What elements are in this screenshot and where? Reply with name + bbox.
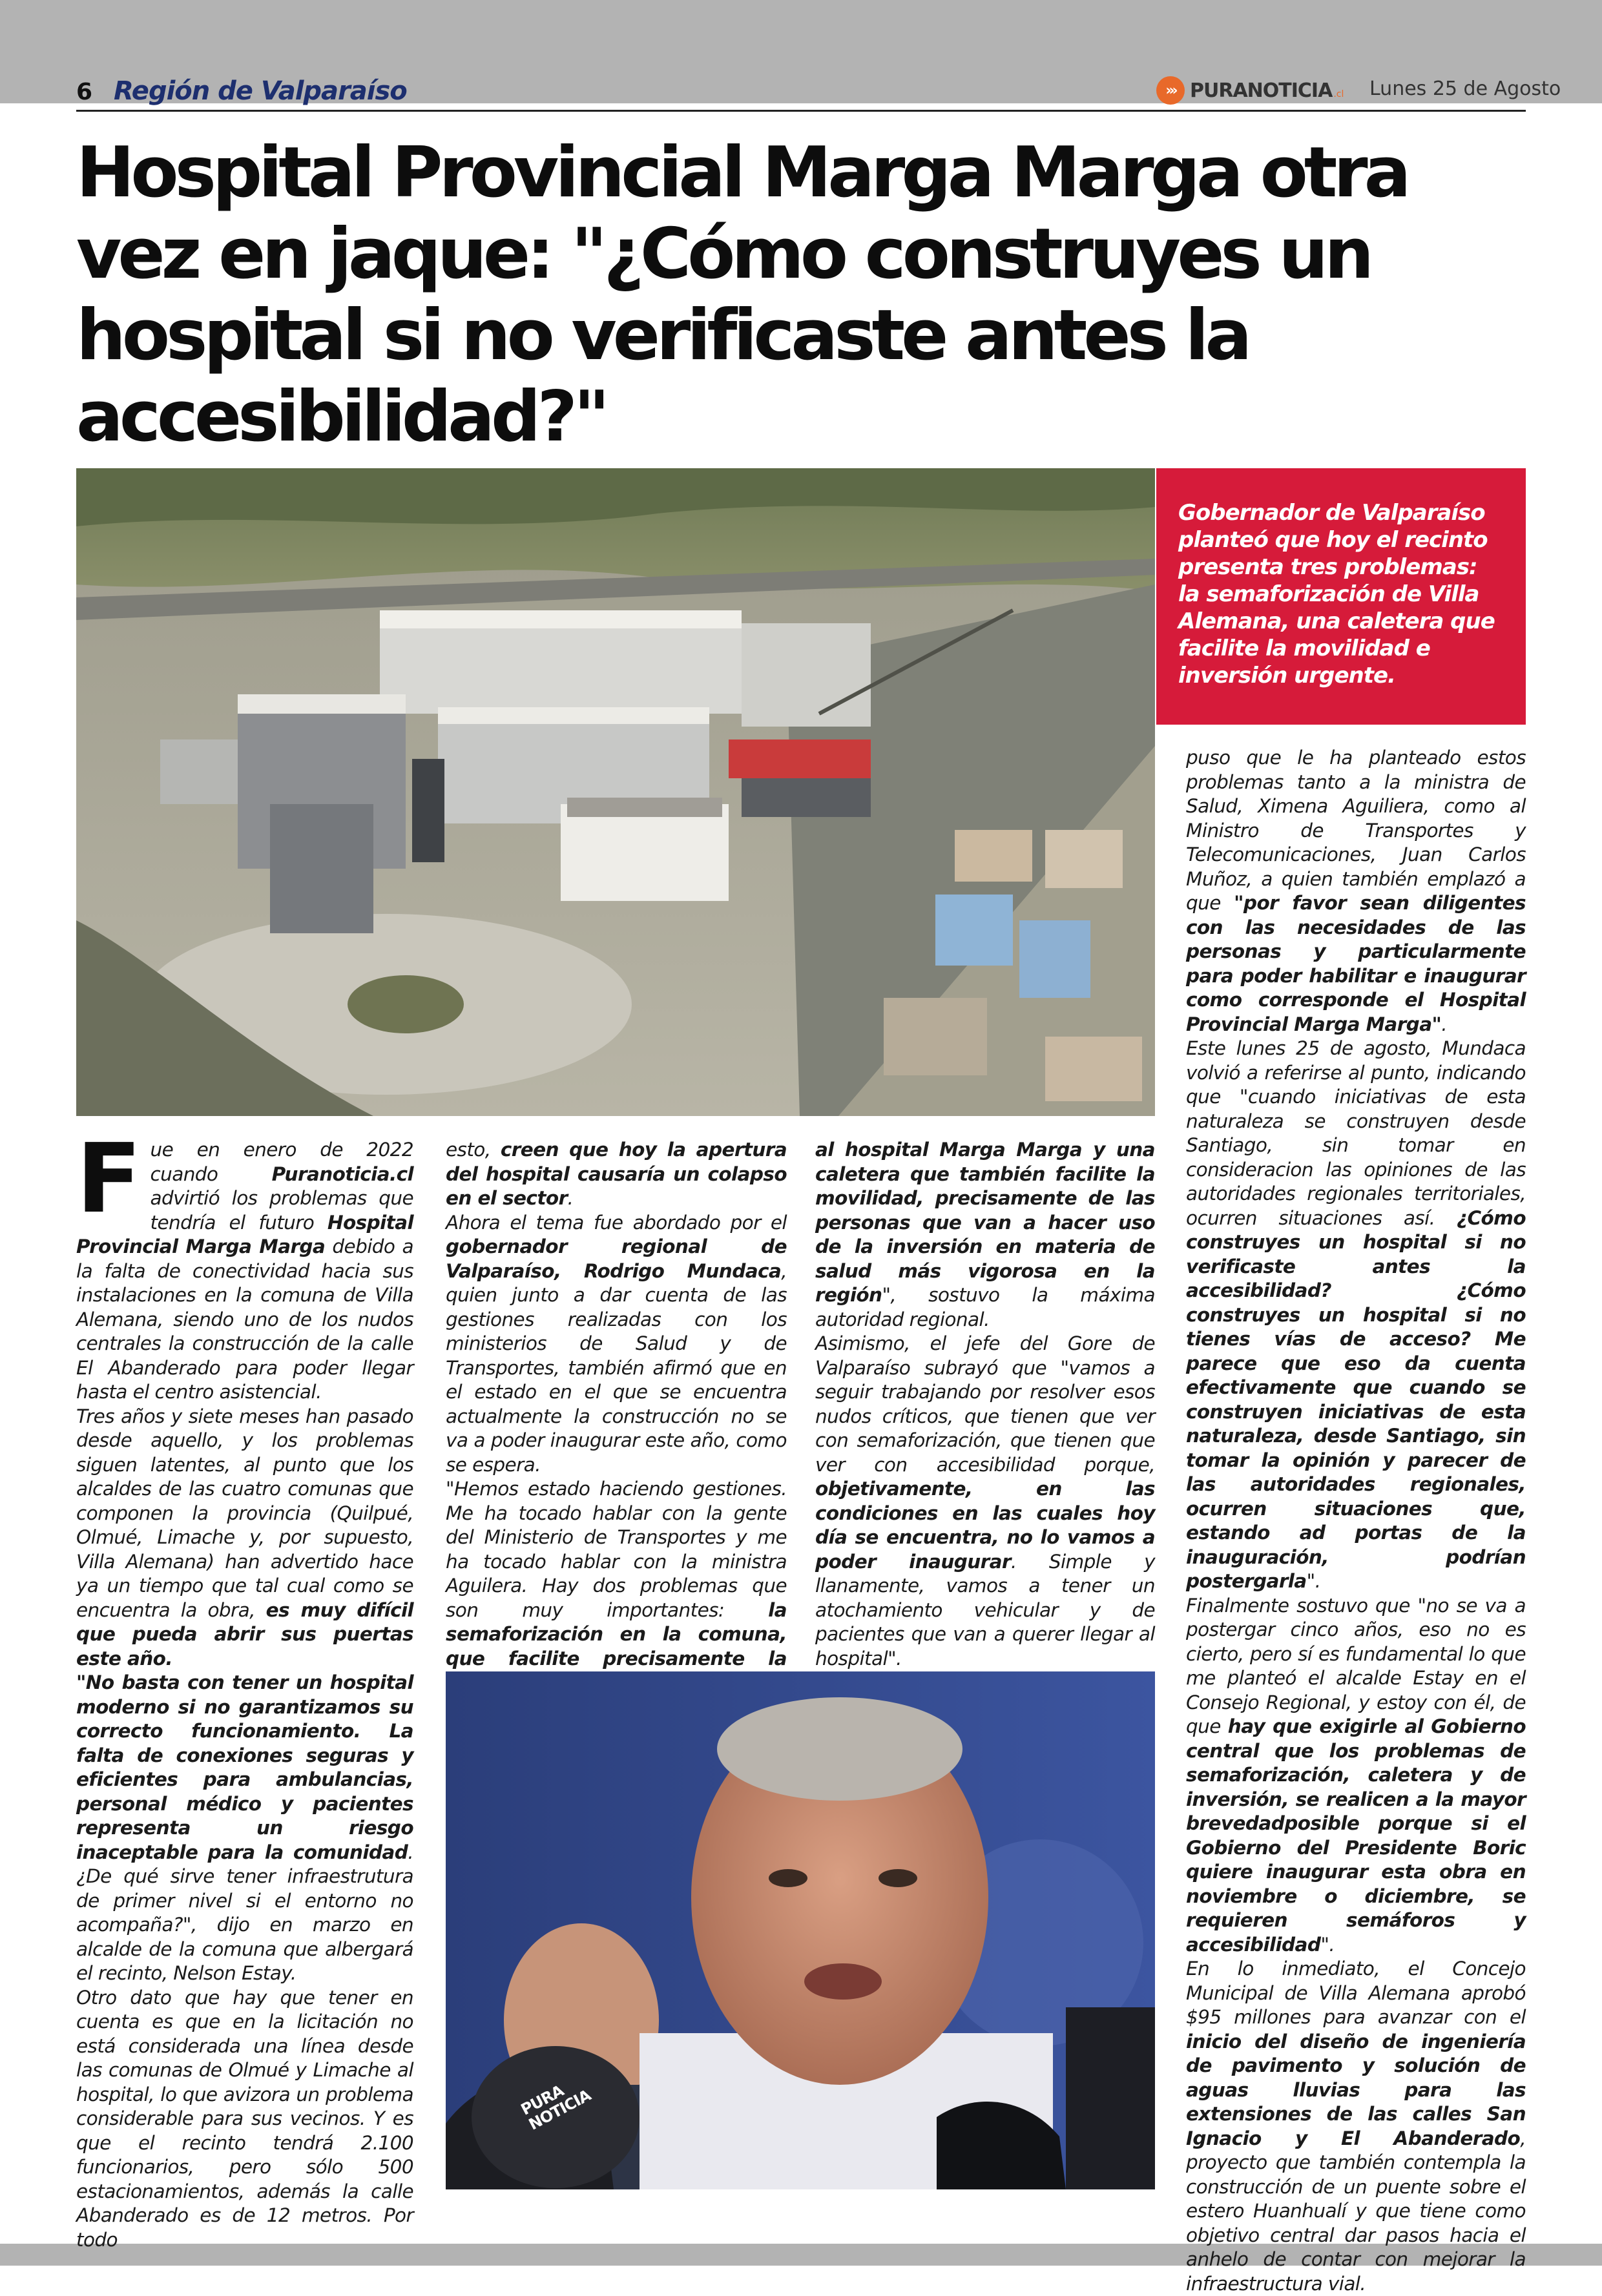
bold-text-run: gobernador regional de Valparaíso, Rodrigo Mundaca: [446, 1236, 787, 1282]
text-run: "Hemos estado haciendo gestiones. Me ha tocado hablar con la gente del Ministerio de Transportes y me ha tocado hablar con la ministra Aguilera. Hay dos problemas que son muy importantes:: [446, 1478, 787, 1621]
microphone-logo: PURA NOTICIA: [517, 2082, 594, 2134]
text-run: ".: [1306, 1570, 1321, 1592]
callout-box: [1156, 468, 1526, 725]
text-run: esto,: [446, 1139, 501, 1161]
text-run: puso que le ha planteado estos problemas tanto a la ministra de Salud, Ximena Aguiliera, como al Ministro de Transportes y Telecomunicaciones, Juan Carlos Muñoz, a quien también emplazó a que: [1186, 747, 1526, 914]
article-paragraph: [1186, 1594, 1526, 1958]
bold-text-run: Hospital Provincial Marga Marga: [76, 1211, 413, 1257]
logo-chevrons-icon: ›››: [1156, 76, 1185, 105]
bold-text-run: la semaforización en la comuna, que facilite precisamente la: [446, 1598, 787, 1670]
article-paragraph: [76, 1405, 413, 1671]
bold-text-run: objetivamente, en las condiciones en las cuales hoy día se encuentra, no lo vamos a poder inaugurar: [815, 1478, 1155, 1573]
governor-press-photo: [446, 1671, 1155, 2189]
header-divider: [76, 110, 1526, 112]
text-run: . Simple y llanamente, vamos a tener un atochamiento vehicular y de pacientes que van a querer llegar al hospital".: [815, 1550, 1155, 1670]
bold-text-run: ¿Cómo construyes un hospital si no verificaste antes la accesibilidad? ¿Cómo construyes un hospital si no tienes vías de acceso? Me parece que eso da cuenta efectivamente que cuando se construyen iniciativas de esta naturaleza, desde Santiago, sin tomar la opinión y parecer de las autoridades regionales, ocurren situaciones que, estando ad portas de la inauguración, podrían postergarla: [1186, 1206, 1526, 1592]
bold-text-run: Puranoticia.cl: [271, 1163, 413, 1185]
section-title: Región de Valparaíso: [114, 76, 407, 106]
bold-text-run: "No basta con tener un hospital moderno si no garantizamos su correcto funcionamiento. La falta de conexiones seguras y eficientes para ambulancias, personal médico y pacientes representa un riesgo inaceptable para la comunidad: [76, 1671, 413, 1863]
publication-logo: [1156, 75, 1344, 106]
callout-text: Gobernador de Valparaíso planteó que hoy el recinto presenta tres problemas: la semaforización de Villa Alemana, una caletera que facilite la movilidad e inversión urgente.: [1178, 500, 1495, 688]
text-run: En lo inmediato, el Concejo Municipal de Villa Alemana aprobó $95 millones para avanzar con el: [1186, 1958, 1526, 2028]
page-number: 6: [76, 79, 93, 105]
text-run: Tres años y siete meses han pasado desde aquello, y los problemas siguen latentes, al punto que los alcaldes de las cuatro comunas que componen la provincia (Quilpué, Olmué, Limache y, por supuesto, Villa Alemana) han advertido hace ya un tiempo que tal cual como se encuentra la obra,: [76, 1405, 413, 1621]
text-run: ".: [1320, 1933, 1335, 1956]
logo-suffix: .cl: [1333, 89, 1344, 99]
text-run: .: [1441, 1013, 1448, 1035]
article-paragraph: [1186, 1037, 1526, 1594]
bold-text-run: creen que hoy la apertura del hospital causaría un colapso en el sector: [446, 1139, 787, 1209]
text-run: , proyecto que también contempla la construcción de un puente sobre el estero Huanhualí y que tiene como objetivo central dar pasos hacia el anhelo de contar con mejorar la infraestructura vial.: [1186, 2127, 1526, 2295]
text-run: Finalmente sostuvo que "no se va a postergar cinco años, eso no es cierto, pero sí es fundamental lo que me planteó el alcalde Estay en el Consejo Regional, y estoy con él, de que: [1186, 1594, 1526, 1737]
article-headline: Hospital Provincial Marga Marga otra vez en jaque: "¿Cómo construyes un hospital si no verificaste antes la accesibilidad?": [76, 132, 1408, 457]
hospital-aerial-photo: [76, 468, 1155, 1116]
text-run: .: [567, 1187, 574, 1209]
text-run: Ahora el tema fue abordado por el: [446, 1211, 787, 1234]
article-paragraph: [76, 1986, 413, 2253]
text-run: Asimismo, el jefe del Gore de Valparaíso subrayó que "vamos a seguir trabajando por resolver esos nudos críticos, que tienen que ver con semaforización, que tienen que ver con accesibilidad porque,: [815, 1332, 1155, 1476]
text-run: Otro dato que hay que tener en cuenta es que en la licitación no está considerada una línea desde las comunas de Olmué y Limache al hospital, lo que avizora un problema considerable para sus vecinos. Y es que el recinto tendrá 2.100 funcionarios, pero sólo 500 estacionamientos, además la calle Abanderado es de 12 metros. Por todo: [76, 1986, 413, 2251]
text-run: ue en enero de 2022 cuando: [150, 1139, 413, 1185]
article-paragraph: [1186, 1957, 1526, 2296]
article-paragraph: [815, 1332, 1155, 1671]
column-2-paragraphs: [446, 1138, 787, 1695]
article-paragraph: [76, 1671, 413, 1986]
article-paragraph: [815, 1138, 1155, 1332]
text-run: ", sostuvo la máxima autoridad regional.: [815, 1284, 1155, 1330]
article-column-3: [815, 1138, 1155, 1695]
column-1-paragraphs: [76, 1123, 413, 2252]
bold-text-run: al hospital Marga Marga y una caletera que también facilite la movilidad, precisamente de las personas que van a hacer uso de la inversión en materia de salud más vigorosa en la región: [815, 1139, 1155, 1306]
bold-text-run: "por favor sean diligentes con las necesidades de las personas y particularmente para poder habilitar e inaugurar como corresponde el Hospital Provincial Marga Marga": [1186, 892, 1526, 1035]
text-run: Este lunes 25 de agosto, Mundaca volvió a referirse al punto, indicando que "cuando iniciativas de esta naturaleza se construyen desde Santiago, sin tomar en consideracion las opiniones de las autoridades regionales territoriales, ocurren situaciones así.: [1186, 1037, 1526, 1229]
issue-date: Lunes 25 de Agosto: [1369, 78, 1561, 100]
dropcap: F: [76, 1123, 141, 1234]
article-column-2: [446, 1138, 787, 1695]
text-run: . ¿De qué sirve tener infraestrutura de primer nivel si el entorno no acompaña?", dijo en marzo en alcalde de la comuna que albergará el recinto, Nelson Estay.: [76, 1841, 413, 1984]
article-paragraph: [446, 1477, 787, 1695]
bold-text-run: es muy difícil que pueda abrir sus puertas este año.: [76, 1598, 413, 1670]
bold-text-run: inicio del diseño de ingeniería de pavimento y solución de aguas lluvias para las extensiones de las calles San Ignacio y El Abanderado: [1186, 2030, 1526, 2149]
article-column-1: [76, 1123, 413, 2252]
article-paragraph: [446, 1211, 787, 1478]
article-column-4: [1186, 746, 1526, 2296]
text-run: , quien junto a dar cuenta de las gestiones realizadas con los ministerios de Salud y de Transportes, también afirmó que en el estado en el que se encuentra actualmente la construcción no se va a poder inaugurar este año, como se espera.: [446, 1259, 787, 1476]
text-run: advirtió los problemas que tendría el futuro: [150, 1187, 413, 1234]
article-paragraph: [1186, 746, 1526, 1037]
bold-text-run: hay que exigirle al Gobierno central que los problemas de semaforización, caletera y de inversión, se realicen a la mayor brevedadposible porque si el Gobierno del Presidente Boric quiere inaugurar esta obra en noviembre o diciembre, se requieren semáforos y accesibilidad: [1186, 1715, 1526, 1956]
article-paragraph: [446, 1138, 787, 1211]
logo-text: PURANOTICIA: [1190, 79, 1333, 102]
text-run: debido a la falta de conectividad hacia sus instalaciones en la comuna de Villa Alemana, siendo uno de los nudos centrales la construcción de la calle El Abanderado para poder llegar hasta el centro asistencial.: [76, 1236, 413, 1403]
column-4-paragraphs: [1186, 746, 1526, 2296]
column-3-paragraphs: [815, 1138, 1155, 1695]
